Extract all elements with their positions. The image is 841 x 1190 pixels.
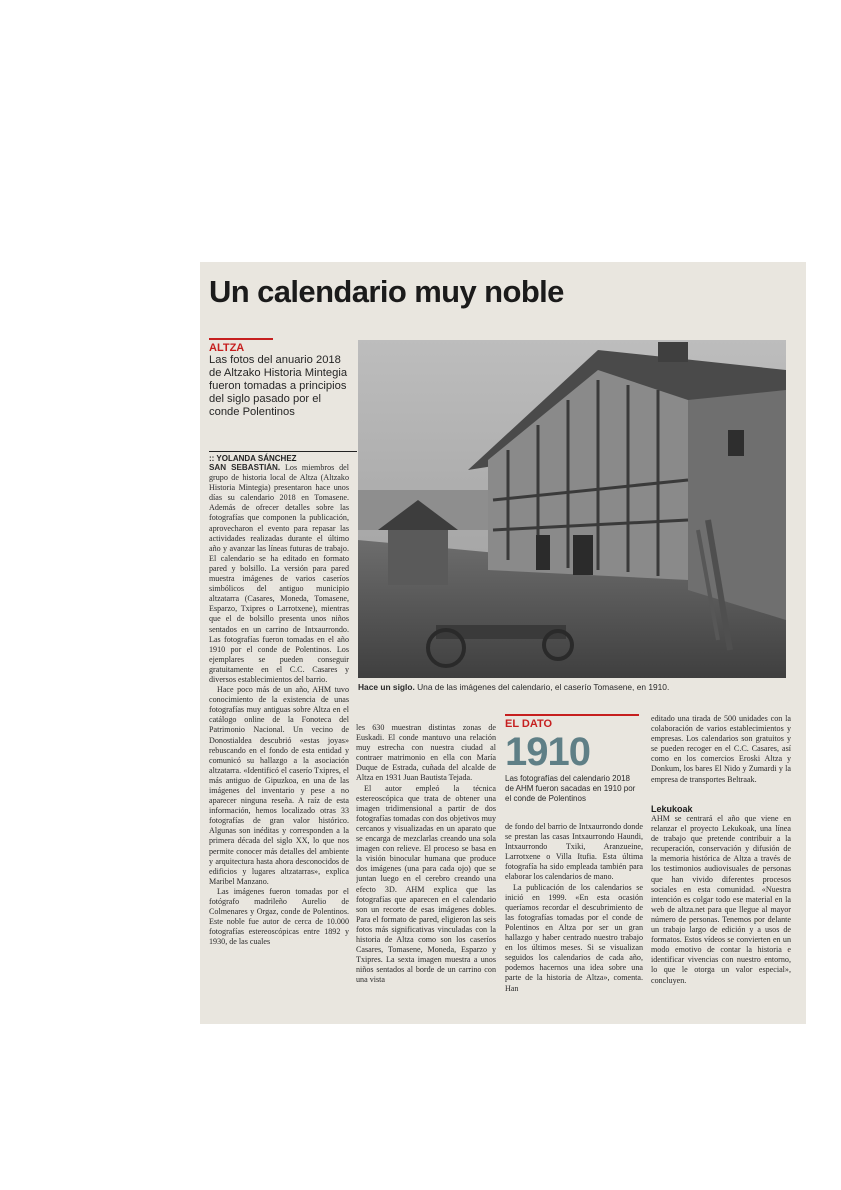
fact-number: 1910 [505, 730, 590, 774]
paragraph: de fondo del barrio de Intxaurrondo donde se prestan las casas Intxaurrondo Haundi, Intxaurrondo Txiki, Aranzueine, Larrotxene o Villa Itufia. Esta última fotografía ha sido empleada también para elaborar los calendarios de mano. [505, 822, 643, 882]
paragraph: Las imágenes fueron tomadas por el fotógrafo madrileño Aurelio de Colmenares y Orgaz, conde de Polentinos. Este noble fue autor de cerca de 10.000 fotografías estereoscópicas entre 1892 y 1930, de las cuales [209, 886, 349, 947]
byline: :: YOLANDA SÁNCHEZ [209, 451, 357, 463]
lekukoak-heading: Lekukoak [651, 804, 693, 814]
paragraph: La publicación de los calendarios se inició en 1999. «En esta ocasión queríamos recordar el descubrimiento de las fotografías tomadas por el conde de Polentinos en Altza por ser un gran hallazgo y haber centrado nuestro trabajo en los últimos meses. Si se visualizan seguidos los calendarios de cada año, podemos hacernos una idea sobre una parte de la historia de Altza», comenta. Han [505, 882, 643, 993]
caption-text: Una de las imágenes del calendario, el caserío Tomasene, en 1910. [414, 682, 670, 692]
paragraph: editado una tirada de 500 unidades con la colaboración de varios establecimientos y empresas. Los calendarios son gratuitos y se pueden recoger en el C.C. Casares, así como en los comercios Eroski Altza y Donkum, los bares El Nido y Zumardi y la empresa de transportes Beltraak. [651, 714, 791, 784]
dateline: SAN SEBASTIÁN. [209, 463, 281, 472]
paragraph: AHM se centrará el año que viene en relanzar el proyecto Lekukoak, una línea de trabajo que pretende contribuir a la recuperación, conservación y difusión de la memoria histórica de Altza a través de los testimonios audiovisuales de personas que han vivido diferentes procesos sociales en esta comunidad. «Nuestra intención es colgar todo ese material en la web de altza.net para que llegue al mayor número de personas. Tenemos por delante un trabajo largo de edición y a usos de formatos. Estos vídeos se convierten en un modo emotivo de contar la historia e identificar vivencias con nuestro entorno, lo que le otorga un valor especial», concluyen. [651, 814, 791, 985]
newspaper-clipping [200, 262, 806, 1024]
fact-text: Las fotografías del calendario 2018 de AHM fueron sacadas en 1910 por el conde de Polentinos [505, 774, 636, 803]
paragraph: Hace poco más de un año, AHM tuvo conocimiento de la existencia de unas fotografías muy antiguas sobre Altza en el catálogo online de la Fonoteca del Patrimonio Nacional. Un vecino de Donostialdea descubrió «estas joyas» rebuscando en el fondo de esta entidad y comunicó su hallazgo a la asociación altzatarra. «Identificó el caserío Txipres, el más antiguo de Gipuzkoa, en una de las imágenes del inventario y pese a no aparecer ninguna reseña. A raíz de esta información, hemos localizado otras 33 fotografías de gran valor histórico. Algunas son inéditas y corresponden a la primera década del siglo XX, lo que nos permite conocer más detalles del ambiente y arquitectura hasta ahora desconocidos de edificios y lugares altzatarras», explica Maribel Manzano. [209, 685, 349, 886]
text-column-1 [209, 463, 349, 1023]
paragraph: SAN SEBASTIÁN. Los miembros del grupo de historia local de Altza (Altzako Historia Mintegia) presentaron hace unos días su calendario 2018 en Tomasene. Además de ofrecer detalles sobre las fotografías que componen la publicación, aprovecharon el evento para repasar las actividades realizadas durante el último año y avanzar las líneas futuras de trabajo. El calendario se ha editado en formato pared y bolsillo. La versión para pared muestra imágenes de varios caseríos simbólicos del antiguo municipio altzatarra (Casares, Moneda, Tomasene, Esparzo, Txipres o Larrotxene), mientras que el de bolsillo presenta unos niños sentados en un carrino de Intxaurrondo. Las fotografías fueron tomadas en el año 1910 por el conde de Polentinos. Los ejemplares se pueden conseguir gratuitamente en el C.C. Casares y diversos establecimientos del barrio. [209, 463, 349, 684]
subtitle: Las fotos del anuario 2018 de Altzako Historia Mintegia fueron tomadas a principios del siglo pasado por el conde Polentinos [209, 354, 348, 418]
paragraph: les 630 muestran distintas zonas de Euskadi. El conde mantuvo una relación muy estrecha con nuestra ciudad al contraer matrimonio en ella con María Duque de Estrada, cuñada del alcalde de Altza en 1931 Juan Bautista Tejada. [356, 723, 496, 783]
paragraph: El autor empleó la técnica estereoscópica que trata de obtener una imagen tridimensional a partir de dos fotografías tomadas con dos objetivos muy cercanos y visualizadas en un aparato que se encarga de mezclarlas creando una sola imagen con relieve. El proceso se basa en la visión binocular humana que produce dos imágenes (una para cada ojo) que se juntan luego en el cerebro creando una efecto 3D. AHM explica que las fotografías que aparecen en el calendario son un recorte de esas imágenes dobles. Para el formato de pared, eligieron las seis fotos más significativas vinculadas con la historia de Altza como son los caseríos Casares, Tomasene, Moneda, Esparzo y Txipres. La sexta imagen muestra a unos niños sentados al borde de un carrino con una vista [356, 783, 496, 985]
caption-lead: Hace un siglo. [358, 682, 415, 692]
text-column-2 [356, 723, 496, 1023]
article-photo [358, 340, 786, 678]
text-column-5 [651, 814, 791, 1022]
section-tag: ALTZA [209, 338, 273, 354]
headline: Un calendario muy noble [209, 274, 564, 309]
fact-box-label: EL DATO [505, 714, 639, 730]
byline-author: YOLANDA SÁNCHEZ [216, 454, 297, 463]
photo-caption [358, 682, 788, 692]
text-column-3 [505, 822, 643, 1022]
